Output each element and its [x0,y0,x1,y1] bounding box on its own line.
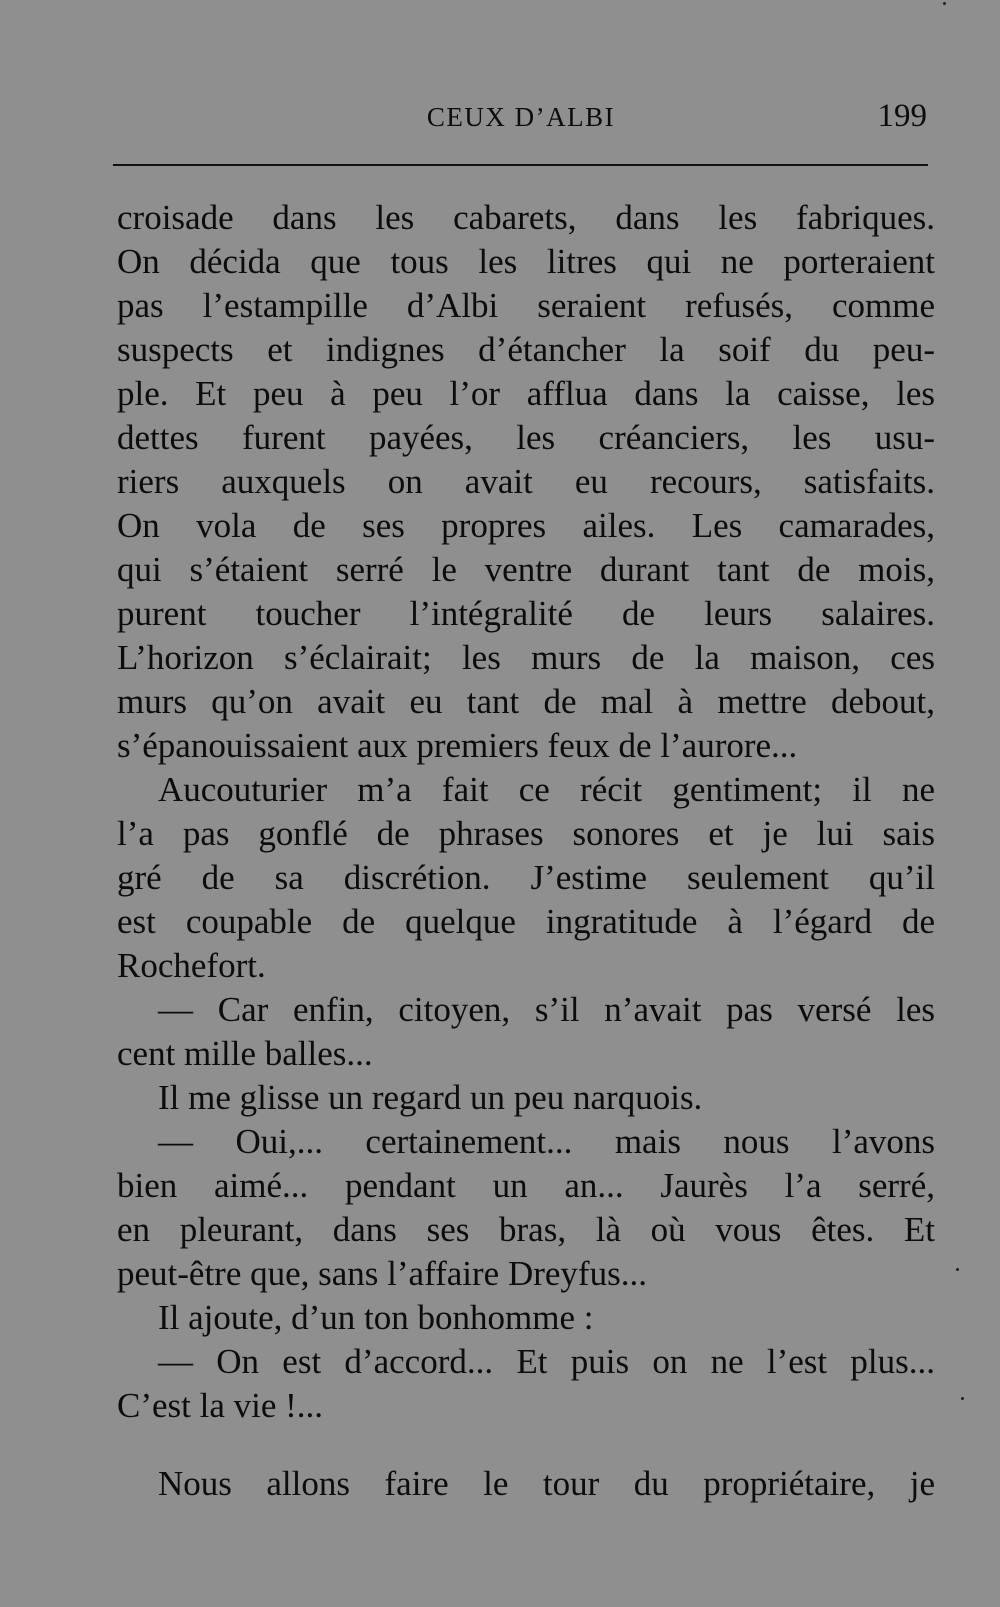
text-line: bien aimé... pendant un an... Jaurès l’a serré, [117,1166,935,1205]
body-text [117,196,935,1506]
text-line: — Oui,... certainement... mais nous l’avons [158,1122,935,1161]
text-line: Rochefort. [117,946,266,985]
text-line: qui s’étaient serré le ventre durant tant de mois, [117,550,935,589]
text-line: Il ajoute, d’un ton bonhomme : [158,1298,594,1337]
text-line: C’est la vie !... [117,1386,324,1425]
text-line: s’épanouissaient aux premiers feux de l’aurore... [117,726,798,765]
text-line: On vola de ses propres ailes. Les camarades, [117,506,935,545]
running-head [115,98,927,138]
text-line: dettes furent payées, les créanciers, les usu- [117,418,935,457]
page-number: 199 [877,98,927,134]
text-line: — Car enfin, citoyen, s’il n’avait pas versé les [158,990,935,1029]
text-line: pas l’estampille d’Albi seraient refusés, comme [117,286,935,325]
text-line: en pleurant, dans ses bras, là où vous êtes. Et [117,1210,935,1249]
running-title: CEUX D’ALBI [426,102,616,132]
text-line: On décida que tous les litres qui ne porteraient [117,242,935,281]
text-line: Il me glisse un regard un peu narquois. [158,1078,703,1117]
text-line: purent toucher l’intégralité de leurs salaires. [117,594,935,633]
scan-speck [956,1268,959,1271]
text-line: Aucouturier m’a fait ce récit gentiment; il ne [158,770,935,809]
text-line: — On est d’accord... Et puis on ne l’est plus... [158,1342,935,1381]
text-line: peut-être que, sans l’affaire Dreyfus... [117,1254,647,1293]
text-line: L’horizon s’éclairait; les murs de la maison, ces [117,638,935,677]
text-line: gré de sa discrétion. J’estime seulement qu’il [117,858,935,897]
text-line: ple. Et peu à peu l’or afflua dans la caisse, les [117,374,935,413]
text-line: murs qu’on avait eu tant de mal à mettre debout, [117,682,935,721]
text-line: Nous allons faire le tour du propriétaire, je [158,1464,935,1503]
text-line: riers auxquels on avait eu recours, satisfaits. [117,462,935,501]
paragraph-gap [117,1428,935,1462]
text-line: cent mille balles... [117,1034,373,1073]
text-line: est coupable de quelque ingratitude à l’égard de [117,902,935,941]
scan-speck [943,2,946,5]
header-rule [113,164,928,166]
text-line: l’a pas gonflé de phrases sonores et je lui sais [117,814,935,853]
text-line: suspects et indignes d’étancher la soif du peu- [117,330,935,369]
scan-speck [961,1397,964,1400]
text-line: croisade dans les cabarets, dans les fabriques. [117,198,935,237]
